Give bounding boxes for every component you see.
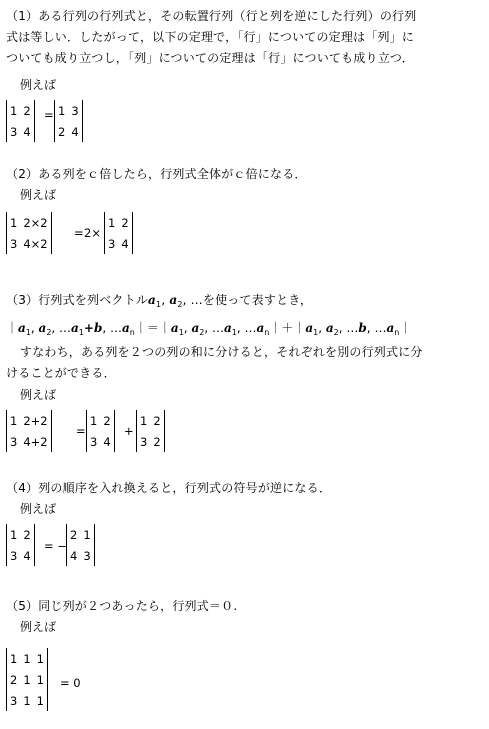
subscript: 2	[333, 328, 339, 337]
matrix-cell: 1	[10, 527, 18, 542]
matrix-cell: 1	[90, 413, 98, 428]
equals-minus-sign: = −	[44, 539, 67, 553]
subscript: 1	[78, 328, 84, 337]
matrix-cell: 3	[108, 236, 116, 251]
det-bar: ｜	[399, 321, 412, 335]
vector-b: b	[358, 321, 367, 335]
matrix-row	[7, 431, 51, 452]
vector-a: a	[325, 321, 334, 335]
ellipsis: …	[346, 321, 359, 335]
section-4-line-1: （4）列の順序を入れ換えると，行列式の符号が逆になる．	[6, 481, 332, 495]
matrix-row	[7, 669, 47, 690]
plus-sign: +	[124, 424, 134, 438]
example-label: 例えば	[20, 78, 57, 92]
comma: ,	[51, 321, 60, 335]
determinant-3b	[86, 410, 115, 452]
matrix-row	[7, 524, 34, 545]
section-1-line-3: ついても成り立つし，「列」についての定理は「行」についても成り立つ．	[6, 51, 414, 65]
matrix-row	[7, 545, 34, 566]
ellipsis: …	[374, 321, 387, 335]
vector-a: a	[305, 321, 314, 335]
vector-a: a	[223, 321, 232, 335]
matrix-cell: 3	[10, 548, 18, 563]
section-3-line-1	[6, 290, 484, 315]
matrix-cell: 1	[83, 527, 91, 542]
vector-a: a	[18, 321, 26, 335]
matrix-table	[7, 100, 34, 142]
matrix-cell: 3	[10, 236, 18, 251]
vector-a: a	[256, 321, 265, 335]
determinant-2b	[104, 212, 133, 254]
matrix-cell: 2	[58, 124, 66, 139]
equals-sign: =	[76, 424, 86, 438]
example-label: 例えば	[20, 502, 57, 516]
matrix-table	[7, 410, 51, 452]
matrix-cell: 2	[70, 527, 78, 542]
section-5-text	[6, 596, 484, 617]
matrix-cell: 1	[23, 672, 31, 687]
multilinearity-formula	[6, 319, 411, 337]
matrix-cell: 4	[71, 124, 79, 139]
matrix-cell: 2	[121, 215, 129, 230]
comma: ,	[102, 321, 111, 335]
matrix-cell: 3	[83, 548, 91, 563]
subscript: n	[394, 328, 400, 337]
matrix-cell: 1	[140, 413, 148, 428]
ellipsis: …	[244, 321, 257, 335]
comma: ,	[338, 321, 347, 335]
section-3-explanation	[6, 342, 484, 384]
matrix-table	[7, 212, 51, 254]
ellipsis: …	[59, 321, 72, 335]
subscript: 2	[199, 328, 205, 337]
matrix-cell: 4	[70, 548, 78, 563]
matrix-cell: 1	[10, 103, 18, 118]
matrix-cell: 2	[103, 413, 111, 428]
matrix-row	[7, 410, 51, 431]
matrix-cell: 1	[23, 651, 31, 666]
comma: ,	[183, 321, 192, 335]
subscript: n	[264, 328, 270, 337]
matrix-cell: 2	[10, 672, 18, 687]
matrix-cell: 1	[108, 215, 116, 230]
comma: ,	[204, 321, 212, 335]
matrix-cell: 1	[10, 413, 18, 428]
comma: ,	[318, 321, 326, 335]
matrix-cell: 2	[153, 413, 161, 428]
subscript: 1	[156, 300, 162, 309]
matrix-table	[137, 410, 164, 452]
example-label: 例えば	[20, 188, 57, 202]
matrix-cell: 1	[23, 693, 31, 708]
matrix-table	[87, 410, 114, 452]
section-3-line-1-start: （3）行列式を列ベクトル	[6, 293, 149, 307]
matrix-cell: 2+2	[23, 413, 48, 428]
det-bar: ｜	[158, 321, 171, 335]
section-3-text	[6, 290, 484, 315]
determinant-3a	[6, 410, 52, 452]
example-label: 例えば	[20, 388, 57, 402]
section-1-text	[6, 6, 484, 69]
matrix-row	[137, 431, 164, 452]
matrix-cell: 2	[153, 434, 161, 449]
matrix-row	[87, 410, 114, 431]
matrix-row	[7, 233, 51, 254]
section-3-line-2: すなわち，ある列を２つの列の和に分けると，それぞれを別の行列式に分	[20, 345, 423, 359]
determinant-3c	[136, 410, 165, 452]
matrix-cell: 3	[71, 103, 79, 118]
determinant-1a	[6, 100, 35, 142]
matrix-row	[105, 212, 132, 233]
section-5-line-1: （5）同じ列が２つあったら，行列式＝０.	[6, 599, 238, 613]
ellipsis: …	[110, 321, 123, 335]
matrix-cell: 4×2	[23, 236, 48, 251]
matrix-row	[7, 121, 34, 142]
comma: ,	[30, 321, 39, 335]
equals-zero: = 0	[60, 676, 81, 690]
matrix-cell: 2×2	[23, 215, 48, 230]
subscript: 1	[25, 328, 31, 337]
matrix-cell: 1	[36, 672, 44, 687]
matrix-row	[7, 690, 47, 711]
matrix-row	[105, 233, 132, 254]
matrix-cell: 3	[140, 434, 148, 449]
matrix-cell: 1	[10, 215, 18, 230]
matrix-cell: 4	[103, 434, 111, 449]
matrix-cell: 4	[23, 124, 31, 139]
matrix-cell: 3	[10, 693, 18, 708]
det-bar: ｜	[269, 321, 282, 335]
determinant-1b	[54, 100, 83, 142]
matrix-cell: 1	[36, 651, 44, 666]
section-1-line-1: （1）ある行列の行列式と，その転置行列（行と列を逆にした行列）の行列	[6, 9, 417, 23]
vector-a: a	[191, 321, 200, 335]
vector-a: a	[71, 321, 79, 335]
vector-a: a	[170, 321, 179, 335]
scalar-factor: 2×	[84, 226, 101, 240]
section-2-text	[6, 164, 484, 185]
matrix-row	[7, 212, 51, 233]
matrix-cell: 3	[10, 434, 18, 449]
comma: ,	[182, 293, 191, 307]
ellipsis: …	[211, 321, 224, 335]
section-2-line-1: （2）ある列をｃ倍したら，行列式全体がｃ倍になる．	[6, 167, 307, 181]
matrix-cell: 1	[10, 651, 18, 666]
matrix-cell: 3	[90, 434, 98, 449]
matrix-row	[67, 545, 94, 566]
matrix-table	[55, 100, 82, 142]
matrix-table	[105, 212, 132, 254]
determinant-5a	[6, 648, 48, 711]
vector-a: a	[386, 321, 395, 335]
matrix-row	[55, 100, 82, 121]
subscript: 2	[177, 300, 183, 309]
subscript: n	[129, 328, 135, 337]
matrix-cell: 4	[121, 236, 129, 251]
matrix-cell: 2	[23, 527, 31, 542]
matrix-row	[87, 431, 114, 452]
determinant-2a	[6, 212, 52, 254]
matrix-row	[55, 121, 82, 142]
matrix-row	[7, 648, 47, 669]
determinant-4b	[66, 524, 95, 566]
matrix-table	[7, 648, 47, 711]
matrix-cell: 1	[58, 103, 66, 118]
comma: ,	[236, 321, 245, 335]
vector-a: a	[122, 321, 130, 335]
vector-a: a	[148, 293, 157, 307]
matrix-row	[137, 410, 164, 431]
subscript: 1	[231, 328, 237, 337]
matrix-row	[7, 100, 34, 121]
matrix-row	[67, 524, 94, 545]
matrix-cell: 3	[10, 124, 18, 139]
matrix-cell: 4	[23, 548, 31, 563]
section-1-line-2: 式は等しい．したがって，以下の定理で，「行」についての定理は「列」に	[6, 30, 415, 44]
subscript: 1	[313, 328, 319, 337]
subscript: 1	[178, 328, 184, 337]
equals-sign: ＝	[146, 321, 159, 335]
equals-sign: =	[74, 226, 84, 240]
matrix-cell: 4+2	[23, 434, 48, 449]
vector-a: a	[38, 321, 47, 335]
vector-a: a	[169, 293, 178, 307]
subscript: 2	[46, 328, 52, 337]
matrix-cell: 2	[23, 103, 31, 118]
determinant-4a	[6, 524, 35, 566]
section-3-line-1-end: …を使って表すとき，	[190, 293, 313, 307]
comma: ,	[366, 321, 375, 335]
comma: ,	[161, 293, 170, 307]
equals-sign: =	[44, 108, 54, 122]
matrix-table	[7, 524, 34, 566]
det-bar: ｜	[293, 321, 306, 335]
det-bar: ｜	[134, 321, 147, 335]
section-4-text	[6, 478, 484, 499]
example-label: 例えば	[20, 620, 57, 634]
plus-vector-b: +b	[83, 321, 103, 335]
det-bar: ｜	[6, 321, 19, 335]
section-3-line-3: けることができる．	[6, 366, 116, 380]
matrix-cell: 1	[36, 693, 44, 708]
matrix-table	[67, 524, 94, 566]
plus-sign: ＋	[281, 321, 294, 335]
